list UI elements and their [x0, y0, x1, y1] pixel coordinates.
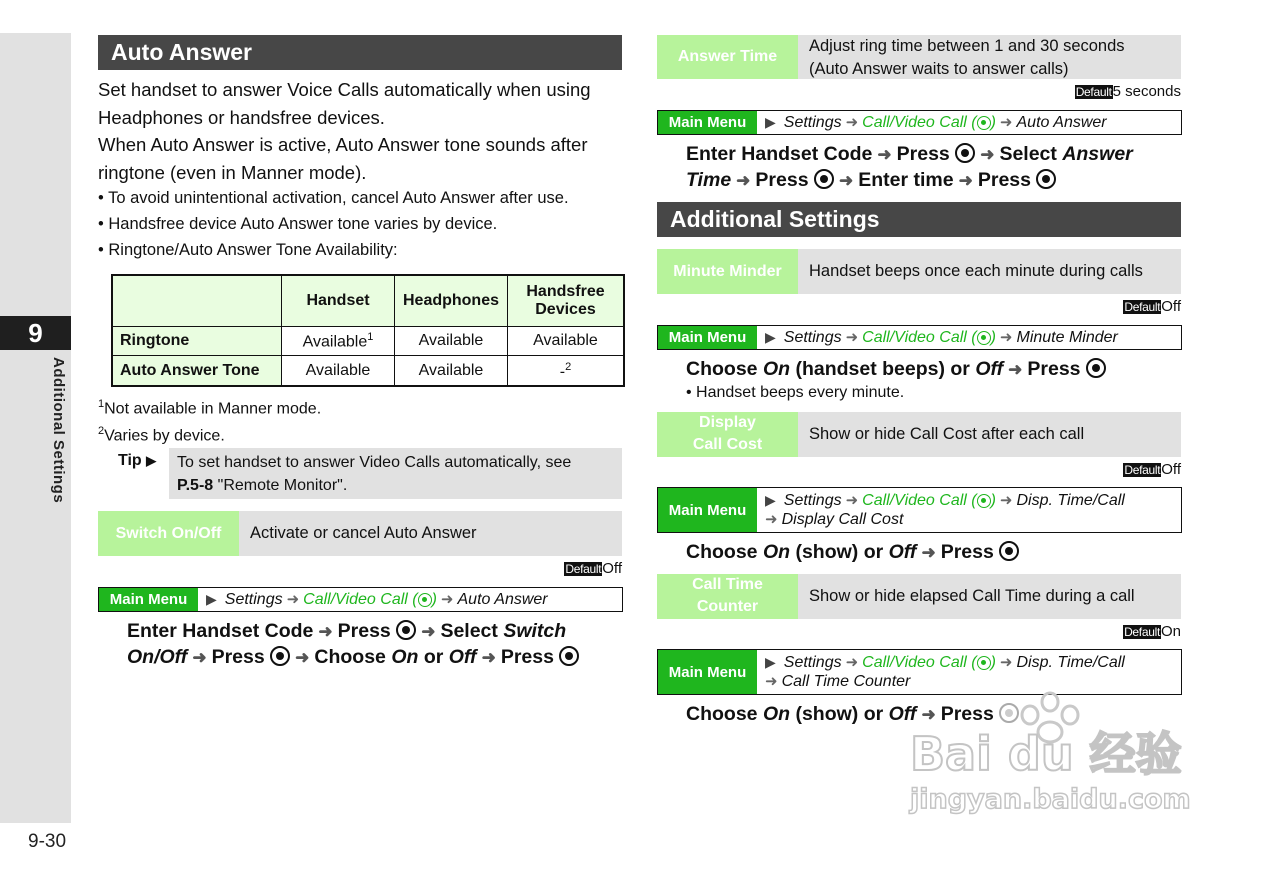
arrow-right-icon: ➜ — [286, 591, 300, 608]
list-item: • Handset beeps every minute. — [686, 384, 905, 401]
main-menu-tag: Main Menu — [658, 326, 757, 349]
center-key-icon — [955, 143, 975, 163]
table-header: Handsfree Devices — [508, 275, 625, 327]
arrow-right-icon: ➜ — [765, 511, 778, 528]
menu-path-call-time-counter: Main Menu ▶ Settings ➜ Call/Video Call ( ) ➜ Disp. Time/Call ➜ Call Time Counter — [657, 649, 1182, 695]
arrow-right-icon: ➜ — [999, 114, 1013, 131]
nav-key-icon — [977, 116, 991, 130]
arrow-right-icon: ➜ — [999, 329, 1013, 346]
main-menu-tag: Main Menu — [658, 650, 757, 694]
center-key-icon — [999, 541, 1019, 561]
arrow-right-icon: ➜ — [481, 647, 496, 667]
footnote: $^2$Varies by device. — [98, 425, 225, 445]
baidu-jingyan-watermark — [905, 680, 1205, 820]
default-value: DefaultOff — [1124, 461, 1181, 478]
arrow-right-icon: ➜ — [845, 492, 859, 509]
triangle-icon: ▶ — [765, 492, 776, 508]
arrow-right-icon: ➜ — [736, 170, 751, 190]
arrow-right-icon: ➜ — [440, 591, 454, 608]
main-menu-tag: Main Menu — [658, 488, 757, 532]
arrow-right-icon: ➜ — [877, 145, 892, 164]
setting-description: Adjust ring time between 1 and 30 seconds (Auto Answer waits to answer calls) — [798, 35, 1181, 79]
arrow-right-icon: ➜ — [192, 647, 207, 667]
table-header-blank — [112, 275, 282, 327]
page-number: 9-30 — [28, 831, 67, 852]
setting-description: Handset beeps once each minute during calls — [798, 249, 1181, 294]
center-key-icon — [814, 169, 834, 189]
table-cell: Available — [395, 327, 508, 356]
page-reference-link[interactable]: P.5-8 — [177, 477, 214, 494]
nav-key-icon — [977, 331, 991, 345]
arrow-right-icon: ➜ — [765, 673, 778, 690]
instruction-call-time-counter: Choose On (show) or Off ➜ Press — [686, 702, 1206, 728]
default-value: DefaultOff — [565, 560, 622, 577]
table-cell: Available — [282, 356, 395, 386]
table-cell: Available$^1$ — [282, 327, 395, 356]
instruction-answer-time: Enter Handset Code ➜ Press ➜ Select Answer Time ➜ Press ➜ Enter time ➜ Press — [686, 143, 1133, 191]
main-menu-tag: Main Menu — [658, 111, 757, 134]
list-item: • To avoid unintentional activation, cancel Auto Answer after use. — [98, 189, 569, 207]
arrow-right-icon: ➜ — [845, 114, 859, 131]
nav-key-icon — [418, 593, 432, 607]
table-cell: -$^2$ — [508, 356, 625, 386]
menu-path-minute-minder: Main Menu ▶ Settings ➜ Call/Video Call ( ) ➜ Minute Minder — [657, 325, 1182, 350]
setting-description: Show or hide elapsed Call Time during a call — [798, 574, 1181, 619]
section-heading-auto-answer: Auto Answer — [98, 35, 622, 70]
table-header: Handset — [282, 275, 395, 327]
arrow-right-icon: ➜ — [1008, 360, 1023, 379]
arrow-right-icon: ➜ — [318, 622, 333, 641]
arrow-right-icon: ➜ — [845, 654, 859, 671]
center-key-icon — [559, 646, 579, 666]
center-key-icon — [1036, 169, 1056, 189]
menu-path-auto-answer: Main Menu ▶ Settings ➜ Call/Video Call ( ) ➜ Auto Answer — [98, 587, 623, 612]
intro-text: Set handset to answer Voice Calls automatically when using Headphones or handsfree devices. When Auto Answer is active, Auto Answer tone sounds after ringtone (even in Manner mode). — [98, 79, 591, 183]
arrow-right-icon: ➜ — [958, 170, 973, 190]
arrow-right-icon: ➜ — [921, 705, 936, 724]
setting-label-answer-time: Answer Time — [657, 35, 798, 79]
instruction-display-call-cost: Choose On (show) or Off ➜ Press — [686, 540, 1206, 566]
setting-label-minute-minder: Minute Minder — [657, 249, 798, 294]
watermark-logo-text: Bai du 经验 — [910, 727, 1182, 781]
arrow-right-icon: ➜ — [999, 654, 1013, 671]
setting-label-call-time-counter: Call Time Counter — [657, 574, 798, 619]
section-heading-additional-settings: Additional Settings — [657, 202, 1181, 237]
arrow-right-icon: ➜ — [921, 543, 936, 562]
arrow-right-icon: ➜ — [999, 492, 1013, 509]
table-header: Headphones — [395, 275, 508, 327]
list-item: • Handsfree device Auto Answer tone varies by device. — [98, 215, 498, 233]
setting-label-display-call-cost: Display Call Cost — [657, 412, 798, 457]
watermark-url-text: jingyan.baidu.com — [910, 784, 1191, 815]
list-item: • Ringtone/Auto Answer Tone Availability: — [98, 241, 398, 259]
menu-path-answer-time: Main Menu ▶ Settings ➜ Call/Video Call ( ) ➜ Auto Answer — [657, 110, 1182, 135]
instruction-auto-answer: Enter Handset Code ➜ Press ➜ Select Switch On/Off ➜ Press ➜ Choose On or Off ➜ Press — [127, 619, 647, 670]
setting-description: Activate or cancel Auto Answer — [239, 511, 622, 556]
table-row-label: Auto Answer Tone — [112, 356, 282, 386]
center-key-icon — [270, 646, 290, 666]
triangle-icon: ▶ — [206, 591, 217, 607]
default-value: DefaultOff — [1124, 298, 1181, 315]
arrow-right-icon: ➜ — [421, 622, 436, 641]
nav-key-icon — [977, 656, 991, 670]
tip-box: To set handset to answer Video Calls automatically, see P.5-8 "Remote Monitor". — [169, 448, 622, 499]
table-row — [112, 327, 624, 356]
chapter-number: 9 — [0, 316, 71, 350]
table-cell: Available — [395, 356, 508, 386]
center-key-icon — [396, 620, 416, 640]
chapter-title: Additional Settings — [50, 357, 67, 504]
triangle-icon: ▶ — [765, 114, 776, 130]
table-row-label: Ringtone — [112, 327, 282, 356]
default-value: Default5 seconds — [1075, 83, 1181, 100]
tip-label: Tip ▶ — [118, 452, 157, 469]
arrow-right-icon: ➜ — [838, 170, 854, 190]
menu-path-display-call-cost: Main Menu ▶ Settings ➜ Call/Video Call ( ) ➜ Disp. Time/Call ➜ Display Call Cost — [657, 487, 1182, 533]
triangle-icon: ▶ — [765, 329, 776, 345]
arrow-right-icon: ➜ — [295, 647, 310, 667]
setting-label-switch-on-off: Switch On/Off — [98, 511, 239, 556]
footnotes — [98, 393, 321, 448]
setting-description: Show or hide Call Cost after each call — [798, 412, 1181, 457]
center-key-icon — [1086, 358, 1106, 378]
table-cell: Available — [508, 327, 625, 356]
nav-key-icon — [977, 494, 991, 508]
default-value: DefaultOn — [1124, 623, 1181, 640]
footnote: $^1$Not available in Manner mode. — [98, 398, 322, 418]
main-menu-tag: Main Menu — [99, 588, 198, 611]
table-row — [112, 356, 624, 386]
tone-availability-table — [111, 274, 625, 387]
bullet-list — [98, 185, 638, 263]
arrow-right-icon: ➜ — [980, 145, 995, 164]
triangle-icon: ▶ — [765, 654, 776, 670]
arrow-right-icon: ➜ — [845, 329, 859, 346]
instruction-minute-minder: Choose On (handset beeps) or Off ➜ Press — [686, 357, 1206, 383]
